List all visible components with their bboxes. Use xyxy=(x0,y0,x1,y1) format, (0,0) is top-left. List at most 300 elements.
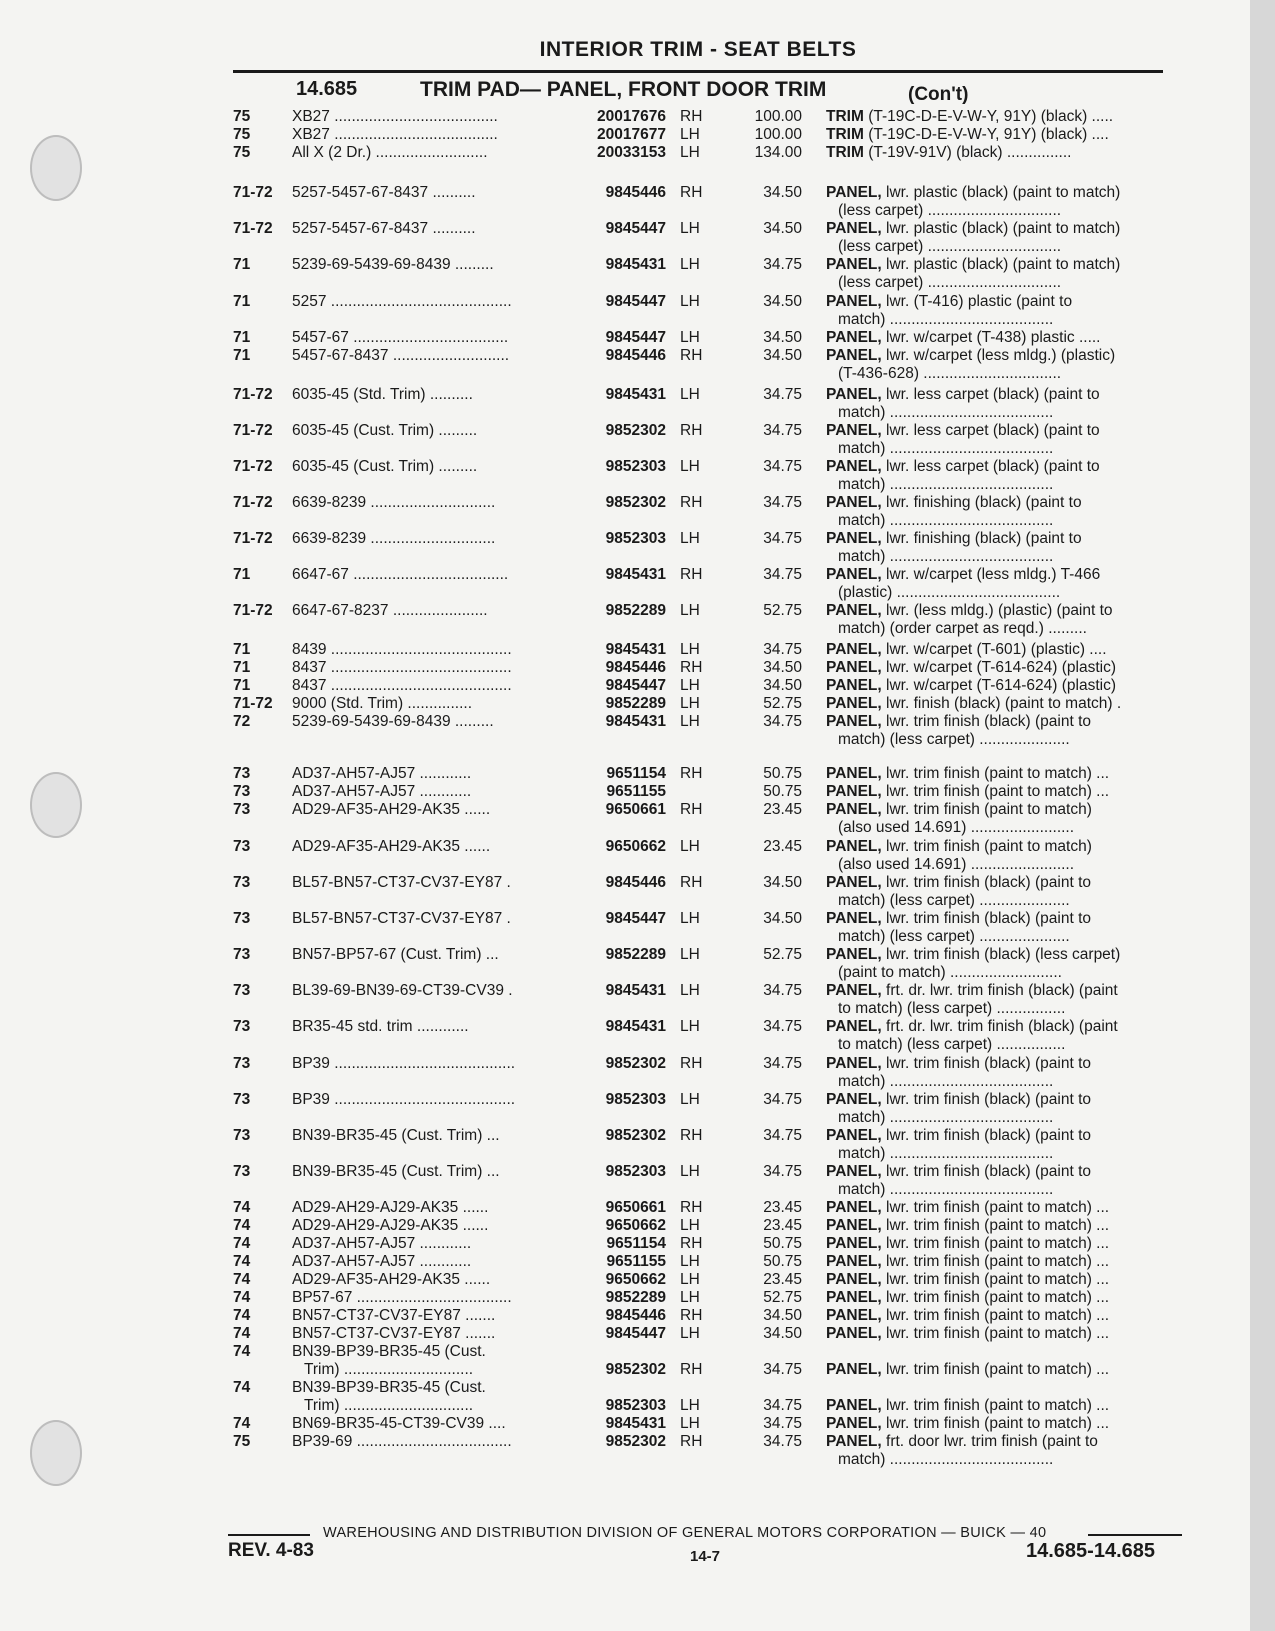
side-cell: RH xyxy=(680,1235,703,1252)
price-cell: 23.45 xyxy=(763,1271,802,1288)
part-number-cell: 9852289 xyxy=(605,946,666,963)
year-cell: 71 xyxy=(233,347,251,364)
description-cell xyxy=(826,329,1192,347)
description-continued: (also used 14.691) ........................ xyxy=(838,819,1075,836)
side-cell: LH xyxy=(680,386,700,403)
description-keyword: PANEL, xyxy=(826,695,882,712)
description-continued: (less carpet) ............................... xyxy=(838,238,1062,255)
description-continued: (also used 14.691) ........................ xyxy=(838,856,1075,873)
description-cell xyxy=(826,677,1192,695)
year-cell: 71-72 xyxy=(233,386,273,403)
price-cell: 34.75 xyxy=(763,458,802,475)
description-keyword: PANEL, xyxy=(826,1415,882,1432)
description-cell xyxy=(826,1433,1192,1451)
description-continued: (plastic) ...................................... xyxy=(838,584,1061,601)
description-text: lwr. plastic (black) (paint to match) xyxy=(881,256,1121,273)
description-text: lwr. trim finish (paint to match) ... xyxy=(881,1307,1110,1324)
description-cell xyxy=(826,1271,1192,1289)
year-cell: 71-72 xyxy=(233,184,273,201)
year-cell: 71-72 xyxy=(233,695,273,712)
model-cell: BN57-CT37-CV37-EY87 ....... xyxy=(292,1325,496,1342)
side-cell: RH xyxy=(680,801,703,818)
year-cell: 75 xyxy=(233,1433,251,1450)
model-cell: 5457-67 .................................... xyxy=(292,329,509,346)
price-cell: 34.50 xyxy=(763,1307,802,1324)
part-number-cell: 9845447 xyxy=(605,329,666,346)
price-cell: 34.75 xyxy=(763,530,802,547)
year-cell: 74 xyxy=(233,1379,251,1396)
part-number-cell: 20033153 xyxy=(597,144,666,161)
description-cell xyxy=(826,838,1192,856)
year-cell: 71-72 xyxy=(233,602,273,619)
description-keyword: TRIM xyxy=(826,108,864,125)
description-keyword: PANEL, xyxy=(826,1091,882,1108)
price-cell: 23.45 xyxy=(763,1217,802,1234)
description-keyword: PANEL, xyxy=(826,494,882,511)
footer-division: WAREHOUSING AND DISTRIBUTION DIVISION OF GENERAL MOTORS CORPORATION — BUICK — 40 xyxy=(323,1525,1047,1541)
description-keyword: PANEL, xyxy=(826,1325,882,1342)
description-cell xyxy=(826,801,1192,819)
description-text: (T-19C-D-E-V-W-Y, 91Y) (black) .... xyxy=(863,126,1109,143)
description-continued: match) (less carpet) ..................... xyxy=(838,892,1070,909)
description-cell xyxy=(826,1397,1192,1415)
description-text: lwr. trim finish (paint to match) ... xyxy=(881,1325,1110,1342)
side-cell: RH xyxy=(680,1307,703,1324)
price-cell: 23.45 xyxy=(763,838,802,855)
side-cell: RH xyxy=(680,347,703,364)
description-cell xyxy=(826,494,1192,512)
model-cell: BL57-BN57-CT37-CV37-EY87 . xyxy=(292,874,511,891)
section-title: TRIM PAD— PANEL, FRONT DOOR TRIM xyxy=(420,78,827,101)
description-text: lwr. trim finish (paint to match) ... xyxy=(881,1361,1110,1378)
side-cell: RH xyxy=(680,1055,703,1072)
side-cell: LH xyxy=(680,695,700,712)
description-continued: match) ...................................... xyxy=(838,1109,1054,1126)
model-cell: 5257 .......................................... xyxy=(292,293,512,310)
description-keyword: PANEL, xyxy=(826,256,882,273)
side-cell: LH xyxy=(680,1415,700,1432)
description-text: lwr. trim finish (paint to match) ... xyxy=(881,1415,1110,1432)
description-keyword: PANEL, xyxy=(826,1271,882,1288)
description-text: (T-19C-D-E-V-W-Y, 91Y) (black) ..... xyxy=(863,108,1114,125)
price-cell: 34.50 xyxy=(763,293,802,310)
description-cell xyxy=(826,1055,1192,1073)
model-cell: BN57-CT37-CV37-EY87 ....... xyxy=(292,1307,496,1324)
model-cell: AD29-AF35-AH29-AK35 ...... xyxy=(292,801,491,818)
part-number-cell: 9845446 xyxy=(605,874,666,891)
description-cell xyxy=(826,874,1192,892)
description-keyword: PANEL, xyxy=(826,1199,882,1216)
price-cell: 34.75 xyxy=(763,1361,802,1378)
model-cell: 5457-67-8437 ........................... xyxy=(292,347,510,364)
part-number-cell: 9650661 xyxy=(605,801,666,818)
description-keyword: PANEL, xyxy=(826,602,882,619)
description-text: lwr. w/carpet (T-614-624) (plastic) xyxy=(881,659,1116,676)
part-number-cell: 9852302 xyxy=(605,494,666,511)
model-cell: 8437 .......................................... xyxy=(292,659,512,676)
year-cell: 73 xyxy=(233,838,251,855)
description-keyword: PANEL, xyxy=(826,874,882,891)
description-text: frt. door lwr. trim finish (paint to xyxy=(881,1433,1098,1450)
description-cell xyxy=(826,386,1192,404)
description-keyword: PANEL, xyxy=(826,765,882,782)
price-cell: 50.75 xyxy=(763,1235,802,1252)
model-cell: 5257-5457-67-8437 .......... xyxy=(292,220,476,237)
part-number-cell: 9845431 xyxy=(605,1018,666,1035)
description-keyword: PANEL, xyxy=(826,1163,882,1180)
description-continued: match) (less carpet) ..................... xyxy=(838,731,1070,748)
description-continued: (T-436-628) ................................ xyxy=(838,365,1062,382)
part-number-cell: 20017676 xyxy=(597,108,666,125)
description-keyword: PANEL, xyxy=(826,184,882,201)
part-number-cell: 9852303 xyxy=(605,1163,666,1180)
description-continued: match) (order carpet as reqd.) ......... xyxy=(838,620,1087,637)
section-number: 14.685 xyxy=(296,78,358,100)
year-cell: 73 xyxy=(233,1163,251,1180)
model-cell: 9000 (Std. Trim) ............... xyxy=(292,695,473,712)
year-cell: 71-72 xyxy=(233,220,273,237)
part-number-cell: 9845431 xyxy=(605,386,666,403)
price-cell: 52.75 xyxy=(763,695,802,712)
description-text: lwr. trim finish (black) (paint to xyxy=(881,1055,1092,1072)
description-text: lwr. trim finish (black) (paint to xyxy=(881,910,1092,927)
part-number-cell: 9651155 xyxy=(606,1253,666,1270)
model-cell: 5239-69-5439-69-8439 ......... xyxy=(292,256,494,273)
description-cell xyxy=(826,765,1192,783)
part-number-cell: 9845447 xyxy=(605,293,666,310)
side-cell: LH xyxy=(680,838,700,855)
description-cell xyxy=(826,659,1192,677)
description-cell xyxy=(826,530,1192,548)
side-cell: LH xyxy=(680,1325,700,1342)
part-number-cell: 9852302 xyxy=(605,1361,666,1378)
model-cell: 8439 .......................................... xyxy=(292,641,512,658)
part-number-cell: 9651154 xyxy=(606,1235,666,1252)
model-cell: BN39-BR35-45 (Cust. Trim) ... xyxy=(292,1163,500,1180)
part-number-cell: 9852303 xyxy=(605,1397,666,1414)
price-cell: 50.75 xyxy=(763,783,802,800)
description-keyword: PANEL, xyxy=(826,801,882,818)
model-cell: All X (2 Dr.) .......................... xyxy=(292,144,488,161)
description-continued: match) ...................................... xyxy=(838,440,1054,457)
description-keyword: PANEL, xyxy=(826,982,882,999)
description-keyword: PANEL, xyxy=(826,1397,882,1414)
model-cell: BN39-BP39-BR35-45 (Cust. xyxy=(292,1343,486,1360)
description-cell xyxy=(826,641,1192,659)
description-cell xyxy=(826,220,1192,238)
part-number-cell: 9845431 xyxy=(605,566,666,583)
description-cell xyxy=(826,126,1192,144)
description-keyword: PANEL, xyxy=(826,1235,882,1252)
price-cell: 52.75 xyxy=(763,946,802,963)
description-text: frt. dr. lwr. trim finish (black) (paint xyxy=(881,982,1118,999)
page-number: 14-7 xyxy=(690,1548,721,1565)
description-cell xyxy=(826,1163,1192,1181)
price-cell: 52.75 xyxy=(763,1289,802,1306)
description-continued: match) ...................................... xyxy=(838,311,1054,328)
description-text: (T-19V-91V) (black) ............... xyxy=(863,144,1072,161)
model-cell: AD37-AH57-AJ57 ............ xyxy=(292,765,472,782)
description-text: lwr. less carpet (black) (paint to xyxy=(881,386,1100,403)
side-cell: LH xyxy=(680,713,700,730)
description-text: lwr. trim finish (paint to match) ... xyxy=(881,783,1110,800)
side-cell: RH xyxy=(680,422,703,439)
year-cell: 73 xyxy=(233,765,251,782)
part-number-cell: 9845447 xyxy=(605,1325,666,1342)
part-number-cell: 9845446 xyxy=(605,184,666,201)
description-cell xyxy=(826,1289,1192,1307)
year-cell: 71-72 xyxy=(233,458,273,475)
description-cell xyxy=(826,1127,1192,1145)
description-text: lwr. w/carpet (less mldg.) T-466 xyxy=(881,566,1101,583)
description-keyword: PANEL, xyxy=(826,422,882,439)
model-cell: BR35-45 std. trim ............ xyxy=(292,1018,469,1035)
price-cell: 34.75 xyxy=(763,494,802,511)
part-number-cell: 9852302 xyxy=(605,1433,666,1450)
description-text: lwr. plastic (black) (paint to match) xyxy=(881,220,1121,237)
description-keyword: PANEL, xyxy=(826,1307,882,1324)
side-cell: LH xyxy=(680,641,700,658)
year-cell: 74 xyxy=(233,1217,251,1234)
part-number-cell: 9651154 xyxy=(606,765,666,782)
year-cell: 74 xyxy=(233,1199,251,1216)
description-continued: match) ...................................... xyxy=(838,1073,1054,1090)
part-number-cell: 9651155 xyxy=(606,783,666,800)
description-cell xyxy=(826,783,1192,801)
description-keyword: PANEL, xyxy=(826,1055,882,1072)
description-text: lwr. trim finish (paint to match) ... xyxy=(881,1289,1110,1306)
year-cell: 74 xyxy=(233,1307,251,1324)
side-cell: LH xyxy=(680,1091,700,1108)
model-cell: BN57-BP57-67 (Cust. Trim) ... xyxy=(292,946,499,963)
description-continued: match) ...................................... xyxy=(838,404,1054,421)
scan-edge xyxy=(1250,0,1275,1631)
year-cell: 73 xyxy=(233,1018,251,1035)
description-continued: to match) (less carpet) ................ xyxy=(838,1036,1066,1053)
description-keyword: PANEL, xyxy=(826,1433,882,1450)
description-text: lwr. trim finish (paint to match) ... xyxy=(881,1217,1110,1234)
year-cell: 71-72 xyxy=(233,422,273,439)
side-cell: RH xyxy=(680,1127,703,1144)
description-keyword: PANEL, xyxy=(826,659,882,676)
model-cell: AD37-AH57-AJ57 ............ xyxy=(292,783,472,800)
description-keyword: PANEL, xyxy=(826,1127,882,1144)
description-text: lwr. w/carpet (T-438) plastic ..... xyxy=(881,329,1101,346)
price-cell: 34.75 xyxy=(763,982,802,999)
model-cell: BP57-67 .................................... xyxy=(292,1289,512,1306)
year-cell: 73 xyxy=(233,910,251,927)
price-cell: 34.75 xyxy=(763,422,802,439)
description-text: lwr. trim finish (paint to match) ... xyxy=(881,765,1110,782)
part-number-cell: 9845431 xyxy=(605,256,666,273)
year-cell: 71 xyxy=(233,677,251,694)
description-keyword: PANEL, xyxy=(826,386,882,403)
model-cell-continued: Trim) .............................. xyxy=(304,1397,474,1414)
part-number-cell: 9650662 xyxy=(605,838,666,855)
year-cell: 74 xyxy=(233,1289,251,1306)
side-cell: RH xyxy=(680,765,703,782)
price-cell: 23.45 xyxy=(763,1199,802,1216)
model-cell: 6647-67 .................................... xyxy=(292,566,509,583)
year-cell: 73 xyxy=(233,1055,251,1072)
part-number-cell: 9845447 xyxy=(605,677,666,694)
description-text: lwr. w/carpet (T-614-624) (plastic) xyxy=(881,677,1116,694)
description-keyword: PANEL, xyxy=(826,293,882,310)
description-text: lwr. trim finish (paint to match) ... xyxy=(881,1199,1110,1216)
description-keyword: PANEL, xyxy=(826,566,882,583)
revision-label: REV. 4-83 xyxy=(228,1540,314,1561)
model-cell: BN39-BP39-BR35-45 (Cust. xyxy=(292,1379,486,1396)
description-cell xyxy=(826,1091,1192,1109)
price-cell: 34.75 xyxy=(763,256,802,273)
model-cell: BN39-BR35-45 (Cust. Trim) ... xyxy=(292,1127,500,1144)
model-cell: BP39 .......................................... xyxy=(292,1055,516,1072)
price-cell: 34.50 xyxy=(763,184,802,201)
part-number-cell: 9845446 xyxy=(605,659,666,676)
description-keyword: PANEL, xyxy=(826,838,882,855)
price-cell: 34.75 xyxy=(763,1415,802,1432)
description-text: lwr. less carpet (black) (paint to xyxy=(881,422,1100,439)
side-cell: LH xyxy=(680,677,700,694)
part-number-cell: 9650662 xyxy=(605,1217,666,1234)
description-continued: match) ...................................... xyxy=(838,512,1054,529)
description-cell xyxy=(826,108,1192,126)
year-cell: 72 xyxy=(233,713,251,730)
year-cell: 71 xyxy=(233,293,251,310)
description-cell xyxy=(826,144,1192,162)
side-cell: LH xyxy=(680,1217,700,1234)
price-cell: 34.75 xyxy=(763,386,802,403)
description-keyword: PANEL, xyxy=(826,910,882,927)
side-cell: LH xyxy=(680,256,700,273)
description-cell xyxy=(826,293,1192,311)
description-cell xyxy=(826,422,1192,440)
price-cell: 34.75 xyxy=(763,1018,802,1035)
price-cell: 34.75 xyxy=(763,1091,802,1108)
description-cell xyxy=(826,1415,1192,1433)
price-cell: 34.50 xyxy=(763,910,802,927)
side-cell: RH xyxy=(680,566,703,583)
description-cell xyxy=(826,1325,1192,1343)
price-cell: 34.50 xyxy=(763,347,802,364)
description-text: lwr. trim finish (black) (less carpet) xyxy=(881,946,1121,963)
description-continued: (paint to match) .......................... xyxy=(838,964,1062,981)
description-cell xyxy=(826,184,1192,202)
description-cell xyxy=(826,256,1192,274)
description-keyword: PANEL, xyxy=(826,677,882,694)
continued-label: (Con't) xyxy=(908,84,969,105)
description-keyword: PANEL, xyxy=(826,458,882,475)
part-number-cell: 9650662 xyxy=(605,1271,666,1288)
part-number-cell: 9650661 xyxy=(605,1199,666,1216)
price-cell: 134.00 xyxy=(754,144,802,161)
year-cell: 71 xyxy=(233,641,251,658)
description-cell xyxy=(826,458,1192,476)
description-keyword: TRIM xyxy=(826,144,864,161)
model-cell: 6035-45 (Cust. Trim) ......... xyxy=(292,422,478,439)
description-continued: (less carpet) ............................... xyxy=(838,274,1062,291)
description-keyword: PANEL, xyxy=(826,329,882,346)
description-continued: match) ...................................... xyxy=(838,548,1054,565)
description-continued: (less carpet) ............................... xyxy=(838,202,1062,219)
model-cell: 6639-8239 ............................. xyxy=(292,494,496,511)
description-cell xyxy=(826,347,1192,365)
model-cell: AD29-AF35-AH29-AK35 ...... xyxy=(292,838,491,855)
description-keyword: PANEL, xyxy=(826,1289,882,1306)
description-cell xyxy=(826,1307,1192,1325)
price-cell: 23.45 xyxy=(763,801,802,818)
side-cell: RH xyxy=(680,494,703,511)
side-cell: LH xyxy=(680,1289,700,1306)
part-number-cell: 9845431 xyxy=(605,1415,666,1432)
year-cell: 71 xyxy=(233,659,251,676)
part-number-cell: 9845446 xyxy=(605,1307,666,1324)
description-text: lwr. trim finish (paint to match) xyxy=(881,838,1092,855)
year-cell: 74 xyxy=(233,1325,251,1342)
part-number-cell: 9845431 xyxy=(605,641,666,658)
year-cell: 73 xyxy=(233,783,251,800)
side-cell: LH xyxy=(680,1018,700,1035)
description-keyword: PANEL, xyxy=(826,1361,882,1378)
description-continued: to match) (less carpet) ................ xyxy=(838,1000,1066,1017)
footer-divider-left xyxy=(228,1534,310,1536)
year-cell: 74 xyxy=(233,1271,251,1288)
part-number-cell: 9845446 xyxy=(605,347,666,364)
footer-divider-right xyxy=(1088,1534,1182,1536)
side-cell: RH xyxy=(680,659,703,676)
price-cell: 50.75 xyxy=(763,1253,802,1270)
description-text: lwr. (less mldg.) (plastic) (paint to xyxy=(881,602,1113,619)
price-cell: 34.50 xyxy=(763,659,802,676)
year-cell: 73 xyxy=(233,874,251,891)
side-cell: LH xyxy=(680,458,700,475)
price-cell: 34.75 xyxy=(763,566,802,583)
side-cell: LH xyxy=(680,946,700,963)
year-cell: 73 xyxy=(233,801,251,818)
part-number-cell: 9852302 xyxy=(605,1055,666,1072)
model-cell: 6035-45 (Cust. Trim) ......... xyxy=(292,458,478,475)
model-cell: BP39 .......................................... xyxy=(292,1091,516,1108)
price-cell: 34.75 xyxy=(763,1397,802,1414)
year-cell: 75 xyxy=(233,126,251,143)
model-cell: XB27 ...................................... xyxy=(292,108,498,125)
description-keyword: PANEL, xyxy=(826,1253,882,1270)
model-cell-continued: Trim) .............................. xyxy=(304,1361,474,1378)
model-cell: 5257-5457-67-8437 .......... xyxy=(292,184,476,201)
description-keyword: PANEL, xyxy=(826,1018,882,1035)
price-cell: 34.75 xyxy=(763,1163,802,1180)
year-cell: 73 xyxy=(233,946,251,963)
description-keyword: PANEL, xyxy=(826,783,882,800)
part-number-cell: 9845431 xyxy=(605,713,666,730)
page-header-title: INTERIOR TRIM - SEAT BELTS xyxy=(539,38,857,61)
side-cell: RH xyxy=(680,184,703,201)
side-cell: RH xyxy=(680,1433,703,1450)
price-cell: 34.75 xyxy=(763,1433,802,1450)
description-text: lwr. trim finish (black) (paint to xyxy=(881,1127,1092,1144)
side-cell: LH xyxy=(680,530,700,547)
description-cell xyxy=(826,982,1192,1000)
section-range: 14.685-14.685 xyxy=(1026,1540,1156,1562)
description-keyword: PANEL, xyxy=(826,220,882,237)
part-number-cell: 9845431 xyxy=(605,982,666,999)
model-cell: 6035-45 (Std. Trim) .......... xyxy=(292,386,473,403)
description-text: lwr. plastic (black) (paint to match) xyxy=(881,184,1121,201)
model-cell: 5239-69-5439-69-8439 ......... xyxy=(292,713,494,730)
price-cell: 34.50 xyxy=(763,874,802,891)
part-number-cell: 9852302 xyxy=(605,1127,666,1144)
year-cell: 71 xyxy=(233,256,251,273)
